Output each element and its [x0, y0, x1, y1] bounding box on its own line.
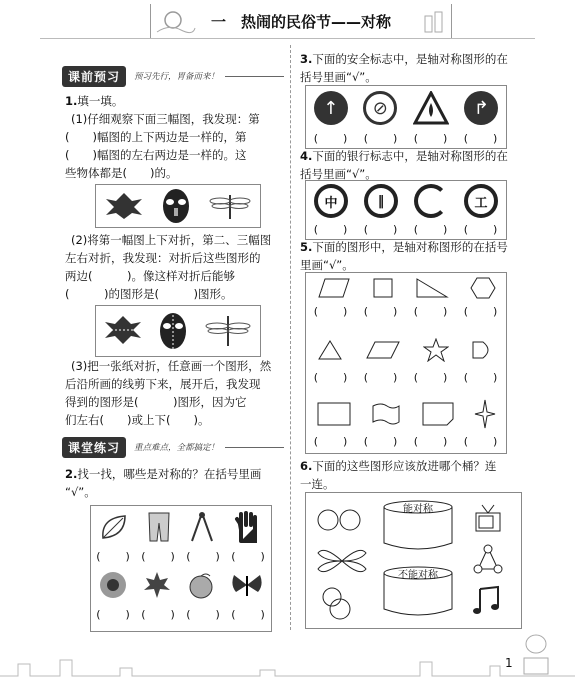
bucket-label: 不能对称 — [398, 570, 438, 581]
header-rule — [40, 38, 535, 39]
question-number: 3. — [300, 52, 313, 66]
answer-paren[interactable]: ( ) — [463, 132, 499, 145]
q1-p2-line: (2)将第一幅图上下对折，第二、三幅图 — [71, 233, 272, 247]
q1-p3-line: 后沿所画的线剪下来，展开后，我发现 — [65, 377, 261, 391]
answer-paren[interactable]: ( ) — [363, 435, 399, 448]
music-note-icon — [472, 585, 502, 617]
three-circle-triangle-icon — [472, 543, 504, 575]
question-number: 2. — [65, 467, 78, 481]
answer-paren[interactable]: ( ) — [413, 435, 449, 448]
question-5 — [300, 238, 515, 274]
q5-shape-box — [305, 272, 507, 454]
folded-flower-icon — [103, 314, 143, 348]
overlapping-circles-shape-icon — [318, 585, 358, 621]
q1-p2-line: 左右对折，我发现：对折后这些图形的 — [65, 251, 261, 265]
bucket-asymmetric[interactable] — [381, 565, 455, 622]
q1-p2-line: 两边( )。像这样对折后能够 — [65, 269, 235, 283]
answer-paren[interactable]: ( ) — [141, 550, 176, 563]
answer-paren[interactable]: ( ) — [313, 371, 349, 384]
question-number: 6. — [300, 459, 313, 473]
banner-line — [225, 447, 284, 448]
parallelogram-icon — [365, 340, 401, 360]
building-decoration-icon — [421, 8, 447, 34]
bank-logo-icon — [414, 184, 448, 218]
leaf-icon — [99, 512, 129, 542]
page-header — [150, 4, 452, 39]
answer-paren[interactable]: ( ) — [231, 608, 266, 621]
question-text: 里画“√”。 — [300, 258, 354, 272]
folded-dragonfly-icon — [203, 314, 253, 348]
straight-ahead-sign-icon: ↑ — [314, 91, 348, 125]
right-triangle-icon — [415, 277, 449, 299]
page-curl-shape-icon — [421, 401, 455, 427]
answer-paren[interactable]: ( ) — [463, 223, 499, 236]
q4-bank-logo-box — [305, 180, 507, 240]
answer-paren[interactable]: ( ) — [141, 608, 176, 621]
bank-logo-icon: ‖ — [364, 184, 398, 218]
hexagon-icon — [470, 276, 496, 300]
flag-shape-icon — [371, 402, 401, 426]
question-text: 下面的这些图形应该放进哪个桶？连 — [312, 459, 497, 473]
section-tag: 课堂练习 — [62, 437, 126, 458]
answer-paren[interactable]: ( ) — [186, 608, 221, 621]
compass-icon — [188, 511, 216, 543]
answer-paren[interactable]: ( ) — [313, 435, 349, 448]
answer-paren[interactable]: ( ) — [413, 371, 449, 384]
question-text: 下面的银行标志中，是轴对称图形的在 — [312, 149, 508, 163]
answer-paren[interactable]: ( ) — [186, 550, 221, 563]
answer-paren[interactable]: ( ) — [313, 223, 349, 236]
square-icon — [372, 277, 394, 299]
answer-paren[interactable]: ( ) — [96, 608, 131, 621]
question-text: 下面的安全标志中，是轴对称图形的在 — [312, 52, 508, 66]
question-number: 5. — [300, 240, 313, 254]
question-1 — [65, 92, 280, 182]
section-tag: 课前预习 — [62, 66, 126, 87]
sun-decoration-icon — [155, 6, 197, 36]
bucket-symmetric[interactable] — [381, 499, 455, 556]
question-text: 找一找，哪些是对称的？在括号里画 — [77, 467, 262, 481]
tv-icon — [474, 503, 502, 533]
answer-paren[interactable]: ( ) — [231, 550, 266, 563]
q3-sign-box — [305, 85, 507, 149]
question-number: 4. — [300, 149, 313, 163]
question-6 — [300, 457, 515, 493]
answer-paren[interactable]: ( ) — [463, 371, 499, 384]
q5-answer-row — [306, 433, 506, 449]
answer-paren[interactable]: ( ) — [363, 371, 399, 384]
no-smoking-sign-icon: ⊘ — [363, 91, 397, 125]
q5-answer-row — [306, 303, 506, 319]
question-1-part-3 — [65, 357, 280, 429]
flammable-warning-sign-icon — [413, 91, 449, 125]
answer-paren[interactable]: ( ) — [363, 223, 399, 236]
four-point-star-icon — [474, 399, 496, 429]
q1-p3-line: 得到的图形是( )图形，因为它 — [65, 395, 247, 409]
turn-right-sign-icon: ↱ — [464, 91, 498, 125]
bank-logo-icon: 中 — [314, 184, 348, 218]
answer-paren[interactable]: ( ) — [463, 305, 499, 318]
question-text: 下面的图形中，是轴对称图形的在括号 — [312, 240, 508, 254]
q1-p1-line: 些物体都是( )的。 — [65, 166, 178, 180]
section-slogan: 预习先行，胃备而来！ — [134, 72, 220, 82]
dragonfly-icon — [208, 191, 252, 221]
section-banner-practice-wrap — [62, 437, 284, 457]
question-4 — [300, 147, 515, 183]
page-title: 一 热闹的民俗节——对称 — [210, 12, 391, 31]
bucket-label: 能对称 — [403, 504, 433, 515]
column-divider — [290, 45, 291, 630]
question-1-part-2 — [65, 231, 280, 303]
question-text: “√”。 — [65, 485, 96, 499]
answer-paren[interactable]: ( ) — [413, 223, 449, 236]
q2-answer-row — [91, 548, 271, 564]
q6-sorting-box — [305, 492, 522, 629]
answer-paren[interactable]: ( ) — [313, 132, 349, 145]
two-circles-shape-icon — [314, 505, 364, 535]
q1-p3-line: 们左右( )或上下( )。 — [65, 413, 210, 427]
q1-p1-line: ( )幅图的上下两边是一样的，第 — [65, 130, 247, 144]
paper-cut-flower-icon — [104, 191, 144, 221]
q4-answer-row — [306, 221, 506, 237]
q2-image-grid — [90, 505, 272, 632]
folded-mask-icon — [158, 311, 188, 351]
answer-paren[interactable]: ( ) — [363, 305, 399, 318]
rounded-arrow-shape-icon — [471, 338, 495, 362]
question-3 — [300, 50, 515, 86]
trapezoid-icon — [317, 277, 351, 299]
q1-p3-line: (3)把一张纸对折，任意画一个图形，然 — [71, 359, 272, 373]
triangle-icon — [317, 339, 343, 361]
question-number: 1. — [65, 94, 78, 108]
answer-paren[interactable]: ( ) — [96, 550, 131, 563]
star-icon — [423, 338, 449, 362]
section-banner-preview — [62, 66, 284, 86]
bank-logo-icon: 工 — [464, 184, 498, 218]
question-text: 一连。 — [300, 477, 335, 491]
opera-mask-icon — [161, 188, 191, 224]
q1-image-strip-2 — [95, 305, 261, 357]
bow-shape-icon — [314, 545, 370, 577]
rectangle-icon — [316, 401, 352, 427]
question-text: 括号里画“√”。 — [300, 167, 377, 181]
q1-image-strip-1 — [95, 184, 261, 228]
q1-p2-line: ( )的图形是( )图形。 — [65, 287, 233, 301]
question-title: 填一填。 — [77, 94, 124, 108]
q1-p1-line: (1)仔细观察下面三幅图，我发现：第 — [71, 112, 260, 126]
q3-answer-row — [306, 130, 506, 146]
glove-icon — [233, 511, 263, 543]
q1-p1-line: ( )幅图的左右两边是一样的。这 — [65, 148, 247, 162]
banner-line — [225, 76, 284, 77]
left-column — [62, 66, 284, 86]
trousers-icon — [146, 511, 172, 543]
maple-leaf-icon — [142, 570, 172, 600]
page-number: 1 — [505, 656, 513, 670]
butterfly-icon — [230, 572, 264, 598]
answer-paren[interactable]: ( ) — [413, 132, 449, 145]
q5-answer-row — [306, 369, 506, 385]
answer-paren[interactable]: ( ) — [363, 132, 399, 145]
answer-paren[interactable]: ( ) — [313, 305, 349, 318]
q2-answer-row — [91, 606, 271, 622]
answer-paren[interactable]: ( ) — [463, 435, 499, 448]
lantern-decoration-icon — [518, 632, 554, 676]
sunflower-icon — [98, 570, 128, 600]
answer-paren[interactable]: ( ) — [413, 305, 449, 318]
skyline-decoration-icon — [0, 650, 575, 680]
section-slogan: 重点难点，全都搞定！ — [134, 443, 220, 453]
peach-icon — [186, 570, 216, 600]
section-banner-practice — [62, 437, 284, 457]
question-2 — [65, 465, 280, 501]
question-text: 括号里画“√”。 — [300, 70, 377, 84]
